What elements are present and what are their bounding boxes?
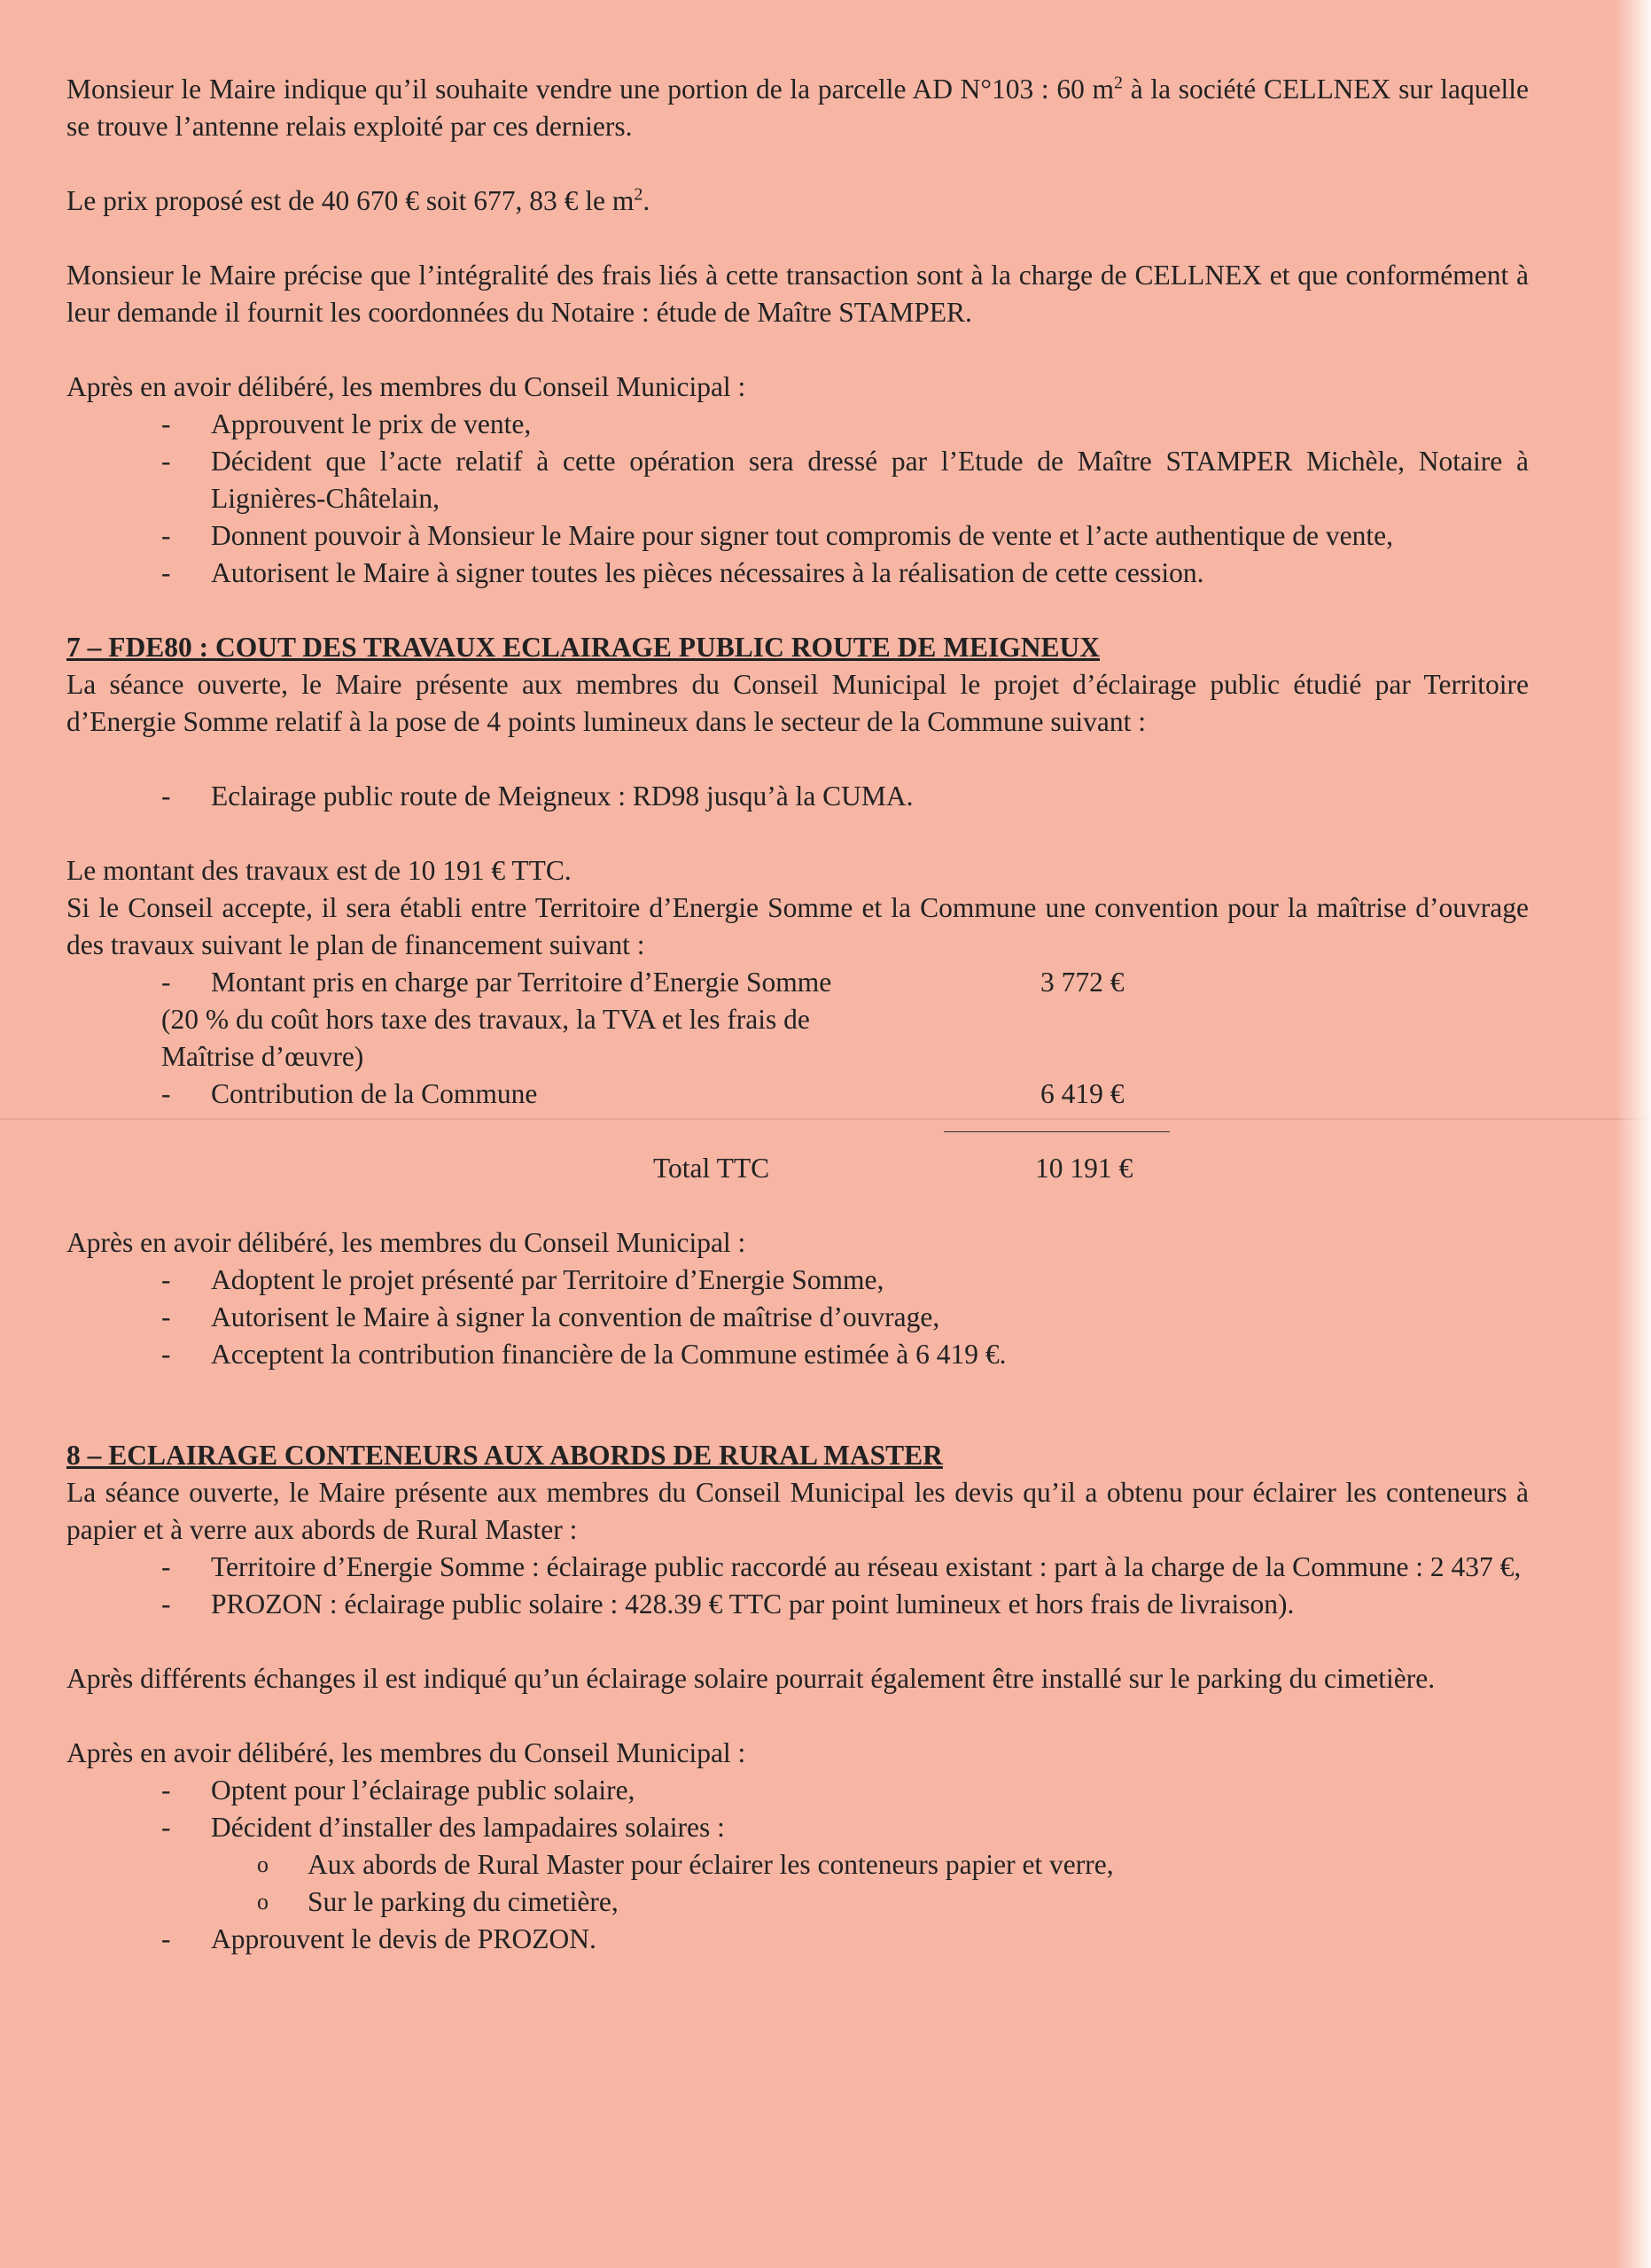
intro-paragraph-2 (66, 183, 1529, 220)
dash-bullet: - (161, 1775, 171, 1806)
circle-bullet: o (257, 1852, 269, 1877)
list-item-text: Décident d’installer des lampadaires solaires : (211, 1812, 725, 1843)
page-edge (1616, 0, 1651, 2268)
section-8-heading: 8 – ECLAIRAGE CONTENEURS AUX ABORDS DE RURAL MASTER (66, 1440, 943, 1471)
dash-bullet: - (161, 781, 171, 812)
list-item (66, 1262, 1529, 1299)
list-item-text: Optent pour l’éclairage public solaire, (211, 1775, 635, 1806)
dash-bullet: - (161, 408, 171, 439)
sub-list-item (66, 1846, 1529, 1884)
list-item-text: PROZON : éclairage public solaire : 428.39 € TTC par point lumineux et hors frais de livraison). (211, 1588, 1295, 1619)
intro-p1-text-end: à la société CELLNEX sur laquelle se trouve l’antenne relais exploité par ces derniers. (66, 74, 1529, 142)
list-item-text: Approuvent le prix de vente, (211, 408, 532, 439)
intro-deliberation: Après en avoir délibéré, les membres du Conseil Municipal : (66, 371, 746, 402)
section-7-deliberation: Après en avoir délibéré, les membres du Conseil Municipal : (66, 1227, 746, 1258)
list-item (66, 443, 1529, 517)
list-item-text: Acceptent la contribution financière de la Commune estimée à 6 419 €. (211, 1339, 1007, 1370)
section-7-paragraph-3: Si le Conseil accepte, il sera établi entre Territoire d’Energie Somme et la Commune une convention pour la maîtrise d’ouvrage des travaux suivant le plan de financement suivant : (66, 892, 1529, 960)
financing-row-territoire (66, 964, 1529, 1001)
financing-row-commune (66, 1076, 1529, 1113)
dash-bullet: - (161, 1264, 171, 1295)
section-8-paragraph-1: La séance ouverte, le Maire présente aux membres du Conseil Municipal les devis qu’il a obtenu pour éclairer les conteneurs à papier et à verre aux abords de Rural Master : (66, 1477, 1529, 1545)
list-item-text: Adoptent le projet présenté par Territoire d’Energie Somme, (211, 1264, 884, 1295)
section-8-quotes-list (66, 1549, 1529, 1623)
section-7-paragraph-1: La séance ouverte, le Maire présente aux membres du Conseil Municipal le projet d’éclairage public étudié par Territoire d’Energie Somme relatif à la pose de 4 points lumineux dans le secteur de la Commune suivant : (66, 669, 1529, 737)
dash-bullet: - (161, 1301, 171, 1332)
dash-bullet: - (161, 1551, 171, 1582)
dash-bullet: - (161, 520, 171, 551)
financing-note-2: Maîtrise d’œuvre) (161, 1041, 364, 1072)
section-7-amount: Le montant des travaux est de 10 191 € TTC. (66, 855, 572, 886)
intro-decision-list (66, 406, 1529, 592)
financing-amount: 3 772 € (1040, 967, 1125, 998)
intro-p1-sup: 2 (1114, 73, 1124, 93)
list-item-text: Territoire d’Energie Somme : éclairage public raccordé au réseau existant : part à la charge de la Commune : 2 437 €, (211, 1551, 1522, 1582)
intro-p2-text: Le prix proposé est de 40 670 € soit 677, 83 € le m (66, 185, 635, 216)
intro-p2-sup: 2 (634, 184, 643, 205)
list-item-text: Donnent pouvoir à Monsieur le Maire pour signer tout compromis de vente et l’acte authentique de vente, (211, 520, 1393, 551)
financing-amount: 6 419 € (1040, 1078, 1125, 1109)
list-item (66, 406, 1529, 443)
section-7-heading: 7 – FDE80 : COUT DES TRAVAUX ECLAIRAGE PUBLIC ROUTE DE MEIGNEUX (66, 632, 1100, 663)
list-item (66, 1299, 1529, 1336)
list-item (66, 555, 1529, 592)
total-rule (944, 1131, 1170, 1132)
section-7-route-list (66, 778, 1529, 815)
dash-bullet: - (161, 557, 171, 588)
document-page (66, 71, 1529, 1958)
dash-bullet: - (161, 1812, 171, 1843)
list-item (66, 1336, 1529, 1373)
circle-bullet: o (257, 1889, 269, 1915)
intro-paragraph-3: Monsieur le Maire précise que l’intégralité des frais liés à cette transaction sont à la charge de CELLNEX et que conformément à leur demande il fournit les coordonnées du Notaire : étude de Maître STAMPER. (66, 260, 1529, 328)
list-item (66, 778, 1529, 815)
dash-bullet: - (161, 1588, 171, 1619)
list-item (66, 1921, 1529, 1958)
section-8-decision-list (66, 1772, 1529, 1846)
intro-p2-text-end: . (642, 185, 650, 216)
dash-bullet: - (161, 967, 171, 998)
sub-list-item-text: Aux abords de Rural Master pour éclairer les conteneurs papier et verre, (308, 1849, 1114, 1880)
financing-label: Montant pris en charge par Territoire d’Energie Somme (211, 967, 832, 998)
list-item-text: Eclairage public route de Meigneux : RD98 jusqu’à la CUMA. (211, 781, 914, 812)
sub-list-item (66, 1884, 1529, 1921)
sub-list-item-text: Sur le parking du cimetière, (308, 1886, 619, 1917)
list-item (66, 1772, 1529, 1809)
list-item-text: Autorisent le Maire à signer toutes les pièces nécessaires à la réalisation de cette cession. (211, 557, 1204, 588)
financing-total-row (66, 1150, 1529, 1187)
dash-bullet: - (161, 1339, 171, 1370)
dash-bullet: - (161, 1923, 171, 1954)
intro-paragraph-1 (66, 71, 1529, 145)
total-amount: 10 191 € (1035, 1153, 1133, 1184)
financing-note-1: (20 % du coût hors taxe des travaux, la TVA et les frais de (161, 1004, 810, 1035)
financing-label: Contribution de la Commune (211, 1078, 538, 1109)
list-item-text: Approuvent le devis de PROZON. (211, 1923, 596, 1954)
section-8-deliberation: Après en avoir délibéré, les membres du Conseil Municipal : (66, 1737, 746, 1768)
section-8-sub-list (66, 1846, 1529, 1921)
list-item (66, 1586, 1529, 1623)
section-8-paragraph-2: Après différents échanges il est indiqué qu’un éclairage solaire pourrait également être installé sur le parking du cimetière. (66, 1663, 1436, 1694)
list-item (66, 1809, 1529, 1846)
list-item (66, 517, 1529, 555)
total-label: Total TTC (653, 1153, 770, 1184)
list-item-text: Autorisent le Maire à signer la convention de maîtrise d’ouvrage, (211, 1301, 940, 1332)
section-7-decision-list (66, 1262, 1529, 1373)
dash-bullet: - (161, 1078, 171, 1109)
list-item (66, 1549, 1529, 1586)
dash-bullet: - (161, 446, 171, 477)
list-item-text: Décident que l’acte relatif à cette opération sera dressé par l’Etude de Maître STAMPER Michèle, Notaire à Lignières-Châtelain, (211, 446, 1529, 514)
intro-p1-text: Monsieur le Maire indique qu’il souhaite vendre une portion de la parcelle AD N°103 : 60 m (66, 74, 1115, 105)
section-8-final-list (66, 1921, 1529, 1958)
